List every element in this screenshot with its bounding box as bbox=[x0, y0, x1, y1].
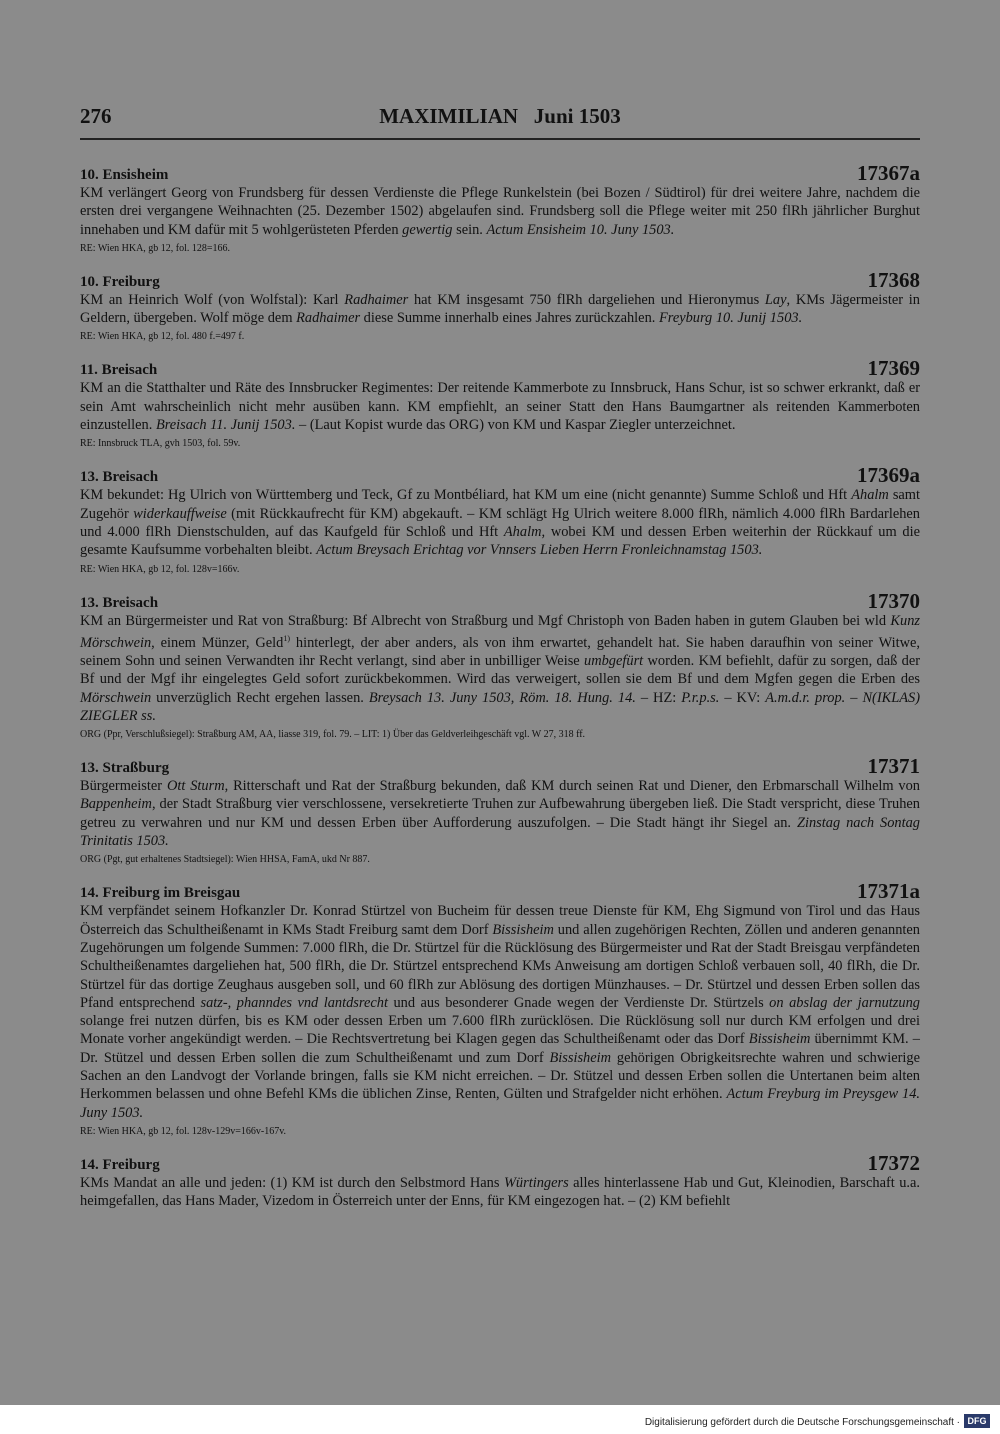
entry-date-place: 10. Ensisheim bbox=[80, 167, 169, 183]
italic-text: Bissisheim bbox=[492, 921, 554, 938]
entry-source: ORG (Ppr, Verschlußsiegel): Straßburg AM, AA, liasse 319, fol. 79. – LIT: 1) Über das Geldverleihgeschäft vgl. W 27, 318 ff. bbox=[80, 729, 586, 741]
entry-number: 17371 bbox=[867, 754, 920, 779]
running-header bbox=[80, 104, 920, 140]
italic-text: Würtingers bbox=[503, 1174, 569, 1191]
text-run: KM an Heinrich Wolf (von Wolfstal): Karl bbox=[80, 291, 345, 308]
entry-heading bbox=[80, 590, 920, 612]
italic-text: Freyburg 10. Junij 1503. bbox=[658, 310, 803, 327]
italic-text: Actum Freyburg im Preysgew 14. Juny 1503. bbox=[80, 1086, 920, 1121]
italic-text: Bappenheim bbox=[80, 796, 152, 813]
regest-entry bbox=[80, 590, 920, 743]
footer-bar bbox=[0, 1405, 1000, 1434]
entry-date-place: 14. Freiburg im Breisgau bbox=[80, 885, 241, 902]
entry-heading bbox=[80, 357, 920, 379]
page-number: 276 bbox=[80, 104, 112, 128]
entry-source: RE: Wien HKA, gb 12, fol. 480 f.=497 f. bbox=[80, 331, 245, 343]
italic-text: Mörschwein bbox=[80, 689, 152, 706]
entry-source: RE: Wien HKA, gb 12, fol. 128v-129v=166v-167v. bbox=[80, 1125, 287, 1137]
entry-number: 17370 bbox=[867, 588, 920, 613]
text-run: , Ritterschaft und Rat der Straßburg bekunden, daß KM durch seinen Rat und Diener, den Erbmarschall Wilhelm von bbox=[224, 778, 921, 795]
italic-text: umbgefürt bbox=[584, 652, 644, 669]
entry-heading bbox=[80, 269, 920, 291]
italic-text: Bissisheim bbox=[549, 1049, 612, 1066]
entry-source: RE: Innsbruck TLA, gvh 1503, fol. 59v. bbox=[80, 438, 241, 450]
regest-entries bbox=[80, 162, 920, 1210]
italic-text: P.r.p.s. bbox=[681, 689, 720, 706]
text-run: , der Stadt Straßburg vier verschlossene, versekretierte Truhen zur Aufbewahrung übergeben ließ. Die Stadt verspricht, diese Truhen getreu zu verwahren und nur KM und dessen Erben über Aufforderung auszufolgen. – Die Stadt hängt ihr Siegel an. bbox=[80, 796, 920, 831]
text-run: hinterlegt, der aber anders, als von ihm erwartet, gehandelt hat. Sie haben daraufhin von seiner Witwe, seinem Sohn und seinen Verwandten ihr Recht verlangt, sind aber in unbilliger Weise bbox=[80, 634, 920, 669]
italic-text: Ahalm bbox=[851, 487, 889, 504]
text-run: , KMs Jägermeister in Geldern, übergeben. Wolf möge dem bbox=[80, 291, 920, 327]
text-run: KM verlängert Georg von Frundsberg für dessen Verdienste die Pflege Runkelstein (bei Bozen / Südtirol) für drei weitere Jahre, nachdem die ersten drei vergangene Weihnachten (25. Dezember 1502) abgelaufen sind. Frundsberg soll die Pflege weiter mit 250 flRh jährlicher Burghut innehaben und KM dafür mit 5 wohlgerüsteten Pferden bbox=[80, 185, 920, 238]
dfg-logo: DFG bbox=[964, 1414, 990, 1428]
entry-heading bbox=[80, 464, 920, 486]
text-run: KM verpfändet seinem Hofkanzler Dr. Konrad Stürtzel von Bucheim für dessen treue Dienste für KM, Ehg Sigmund von Tirol und das Haus Österreich das Schultheißenamt in KMs Stadt Freiburg samt dem Dorf bbox=[80, 903, 920, 938]
text-run: – (Laut Kopist wurde das ORG) von KM und Kaspar Ziegler unterzeichnet. bbox=[295, 417, 736, 434]
entry-date-place: 13. Breisach bbox=[80, 594, 159, 611]
text-run: hat KM insgesamt 750 flRh dargeliehen und Hieronymus bbox=[408, 291, 765, 308]
italic-text: Breisach 11. Junij 1503. bbox=[155, 417, 296, 434]
entry-summary bbox=[80, 612, 920, 726]
entry-source: RE: Wien HKA, gb 12, fol. 128=166. bbox=[80, 242, 231, 254]
text-run: KMs Mandat an alle und jeden: (1) KM ist durch den Selbstmord Hans bbox=[80, 1174, 504, 1191]
text-run: – HZ: bbox=[635, 689, 682, 706]
italic-text: A.m.d.r. prop. – N(IKLAS) ZIEGLER ss. bbox=[80, 689, 921, 724]
italic-text: widerkauffweise bbox=[133, 505, 227, 522]
entry-summary bbox=[80, 184, 920, 239]
regest-entry bbox=[80, 269, 920, 345]
entry-number: 17369a bbox=[857, 463, 920, 488]
regest-entry bbox=[80, 357, 920, 451]
entry-heading bbox=[80, 880, 920, 902]
italic-text: Kunz Mörschwein bbox=[80, 612, 920, 651]
entry-date-place: 11. Breisach bbox=[80, 362, 158, 379]
text-run: sein. bbox=[452, 221, 487, 238]
entry-summary bbox=[80, 291, 920, 328]
text-run: solange frei nutzen dürfen, bis es KM oder dessen Erben um 7.600 flRh zurücklösen. Die Rücklösung soll nur durch KM erfolgen und drei Monate vorher angekündigt werden. – Die Rechtsvertretung bei Klagen gegen das Schultheißenamt oder das Dorf bbox=[80, 1013, 920, 1048]
entry-heading bbox=[80, 1152, 920, 1174]
text-run: – KV: bbox=[719, 689, 766, 706]
italic-text: on abslag der jarnutzung bbox=[769, 994, 920, 1011]
italic-text: Actum Breysach Erichtag vor Vnnsers Lieben Herrn Fronleichnamstag 1503. bbox=[316, 542, 763, 559]
entry-summary bbox=[80, 777, 920, 850]
text-run: und aus besonderer Gnade wegen der Verdienste Dr. Stürtzels bbox=[387, 994, 770, 1011]
entry-number: 17367a bbox=[857, 161, 920, 185]
entry-date-place: 14. Freiburg bbox=[80, 1156, 160, 1173]
entry-number: 17372 bbox=[867, 1150, 920, 1175]
italic-text: satz-, phanndes vnd lantdsrecht bbox=[200, 994, 388, 1011]
text-run: worden. KM befiehlt, dafür zu sorgen, daß der Bf und der Mgf ihr eingelegtes Geld sofort zurückbekommen. Wird das verweigert, sollen sie dem Bf und dem Mgfen gegen die Erben des bbox=[80, 652, 921, 688]
text-run: (mit Rückkaufrecht für KM) abgekauft. – KM schlägt Hg Ulrich weitere 8.000 flRh, nämlich 4.000 flRh Bardarlehen und 4.000 flRh Dienstschulden, auf das Kaufgeld für Schloß und Hft bbox=[80, 505, 920, 540]
regest-entry bbox=[80, 755, 920, 867]
text-run: übernimmt KM. – Dr. Stützel und dessen Erben sollen die zum Schultheißenamt und zum Dorf bbox=[80, 1031, 920, 1066]
entry-heading bbox=[80, 755, 920, 777]
italic-text: Bissisheim bbox=[748, 1031, 811, 1048]
footnote-marker: 1) bbox=[283, 633, 290, 643]
italic-text: Ahalm, bbox=[503, 523, 546, 540]
italic-text: gewertig bbox=[402, 221, 453, 238]
regest-entry bbox=[80, 880, 920, 1139]
text-run: KM an Bürgermeister und Rat von Straßburg: Bf Albrecht von Straßburg und Mgf Christoph von Baden haben in gutem Glauben bei wld bbox=[80, 612, 891, 629]
entry-number: 17368 bbox=[867, 267, 920, 292]
entry-summary bbox=[80, 1174, 920, 1211]
entry-summary bbox=[80, 486, 920, 559]
italic-text: Breysach 13. Juny 1503, Röm. 18. Hung. 14. bbox=[368, 689, 636, 706]
text-run: diese Summe innerhalb eines Jahres zurückzahlen. bbox=[360, 310, 659, 327]
entry-summary bbox=[80, 902, 920, 1122]
text-run: KM bekundet: Hg Ulrich von Württemberg und Teck, Gf zu Montbéliard, hat KM um eine (nicht genannte) Summe Schloß und Hft bbox=[80, 487, 852, 504]
entry-date-place: 10. Freiburg bbox=[80, 273, 160, 290]
text-run: alles hinterlassene Hab und Gut, Kleinodien, Barschaft u.a. heimgefallen, das Hans Mader, Vizedom in Österreich unter der Enns, für KM eingezogen hat. – (2) KM befiehlt bbox=[80, 1174, 920, 1210]
regest-entry bbox=[80, 162, 920, 256]
regest-entry bbox=[80, 1152, 920, 1211]
text-run: Bürgermeister bbox=[80, 778, 167, 795]
text-run: unverzüglich Recht ergehen lassen. bbox=[151, 689, 369, 706]
entry-summary bbox=[80, 379, 920, 434]
text-run: und allen zugehörigen Rechten, Zöllen und anderen genannten Zugehörungen um folgende Summen: 7.000 flRh, die Dr. Stürtzel für die Rücklösung des Bürgermeister und Rat der Stadt Breisgau verpfändeten Schultheißenamtes dargeliehen hat, 500 flRh, die Dr. Stürtzel entsprechend KMs Anweisung am dortigen Schloß verbauen soll, 40 flRh, die Dr. Stürtzel für das dortige Zeughaus ausgeben soll, und 60 flRh zur Ablösung des dortigen Münzhauses. – Dr. Stürtzel und dessen Erben sollen das Pfand entsprechend bbox=[80, 921, 921, 1011]
regest-entry bbox=[80, 464, 920, 576]
entry-number: 17369 bbox=[867, 356, 920, 381]
text-run: wobei KM und dessen Erben weiterhin der Rückkauf um die gesamte Kaufsumme vorbehalten bleibt. bbox=[80, 523, 920, 559]
italic-text: Actum Ensisheim 10. Juny 1503. bbox=[486, 221, 675, 238]
entry-source: ORG (Pgt, gut erhaltenes Stadtsiegel): Wien HHSA, FamA, ukd Nr 887. bbox=[80, 854, 370, 866]
italic-text: Radhaimer bbox=[344, 291, 409, 308]
italic-text: Zinstag nach Sontag Trinitatis 1503. bbox=[80, 814, 920, 850]
italic-text: Radhaimer bbox=[296, 310, 361, 327]
text-run: KM an die Statthalter und Räte des Innsbrucker Regimentes: Der reitende Kammerbote zu Innsbruck, Hans Schur, ist so schwer erkrankt, daß er sein Amt wahrscheinlich nicht mehr ausüben kann. KM empfiehlt, an seiner Statt den Hans Baumgartner als reitenden Kammerboten einzustellen. bbox=[80, 380, 920, 434]
text-run: samt Zugehör bbox=[80, 487, 920, 522]
italic-text: Lay bbox=[764, 291, 787, 308]
italic-text: Ott Sturm bbox=[166, 778, 225, 795]
entry-number: 17371a bbox=[857, 879, 920, 904]
entry-source: RE: Wien HKA, gb 12, fol. 128v=166v. bbox=[80, 563, 240, 575]
text-run: gehörigen Obrigkeitsrechte wahren und schwierige Sachen an den Landvogt der Vorlande bringen, falls sie KM nicht erreichen. – Dr. Stützel und dessen Erben sollen die Untertanen beim alten Herkommen belassen und ohne Befehl KMs die üblichen Zinse, Renten, Gülten und Strafgelder nicht erhöhen. bbox=[80, 1049, 920, 1103]
text-run: , einem Münzer, Geld bbox=[151, 634, 284, 651]
document-page bbox=[80, 104, 920, 1223]
running-title: MAXIMILIAN Juni 1503 bbox=[379, 104, 621, 128]
entry-heading bbox=[80, 162, 920, 184]
entry-date-place: 13. Straßburg bbox=[80, 760, 170, 777]
entry-date-place: 13. Breisach bbox=[80, 469, 159, 486]
funding-note: Digitalisierung gefördert durch die Deutsche Forschungsgemeinschaft · bbox=[644, 1417, 960, 1428]
